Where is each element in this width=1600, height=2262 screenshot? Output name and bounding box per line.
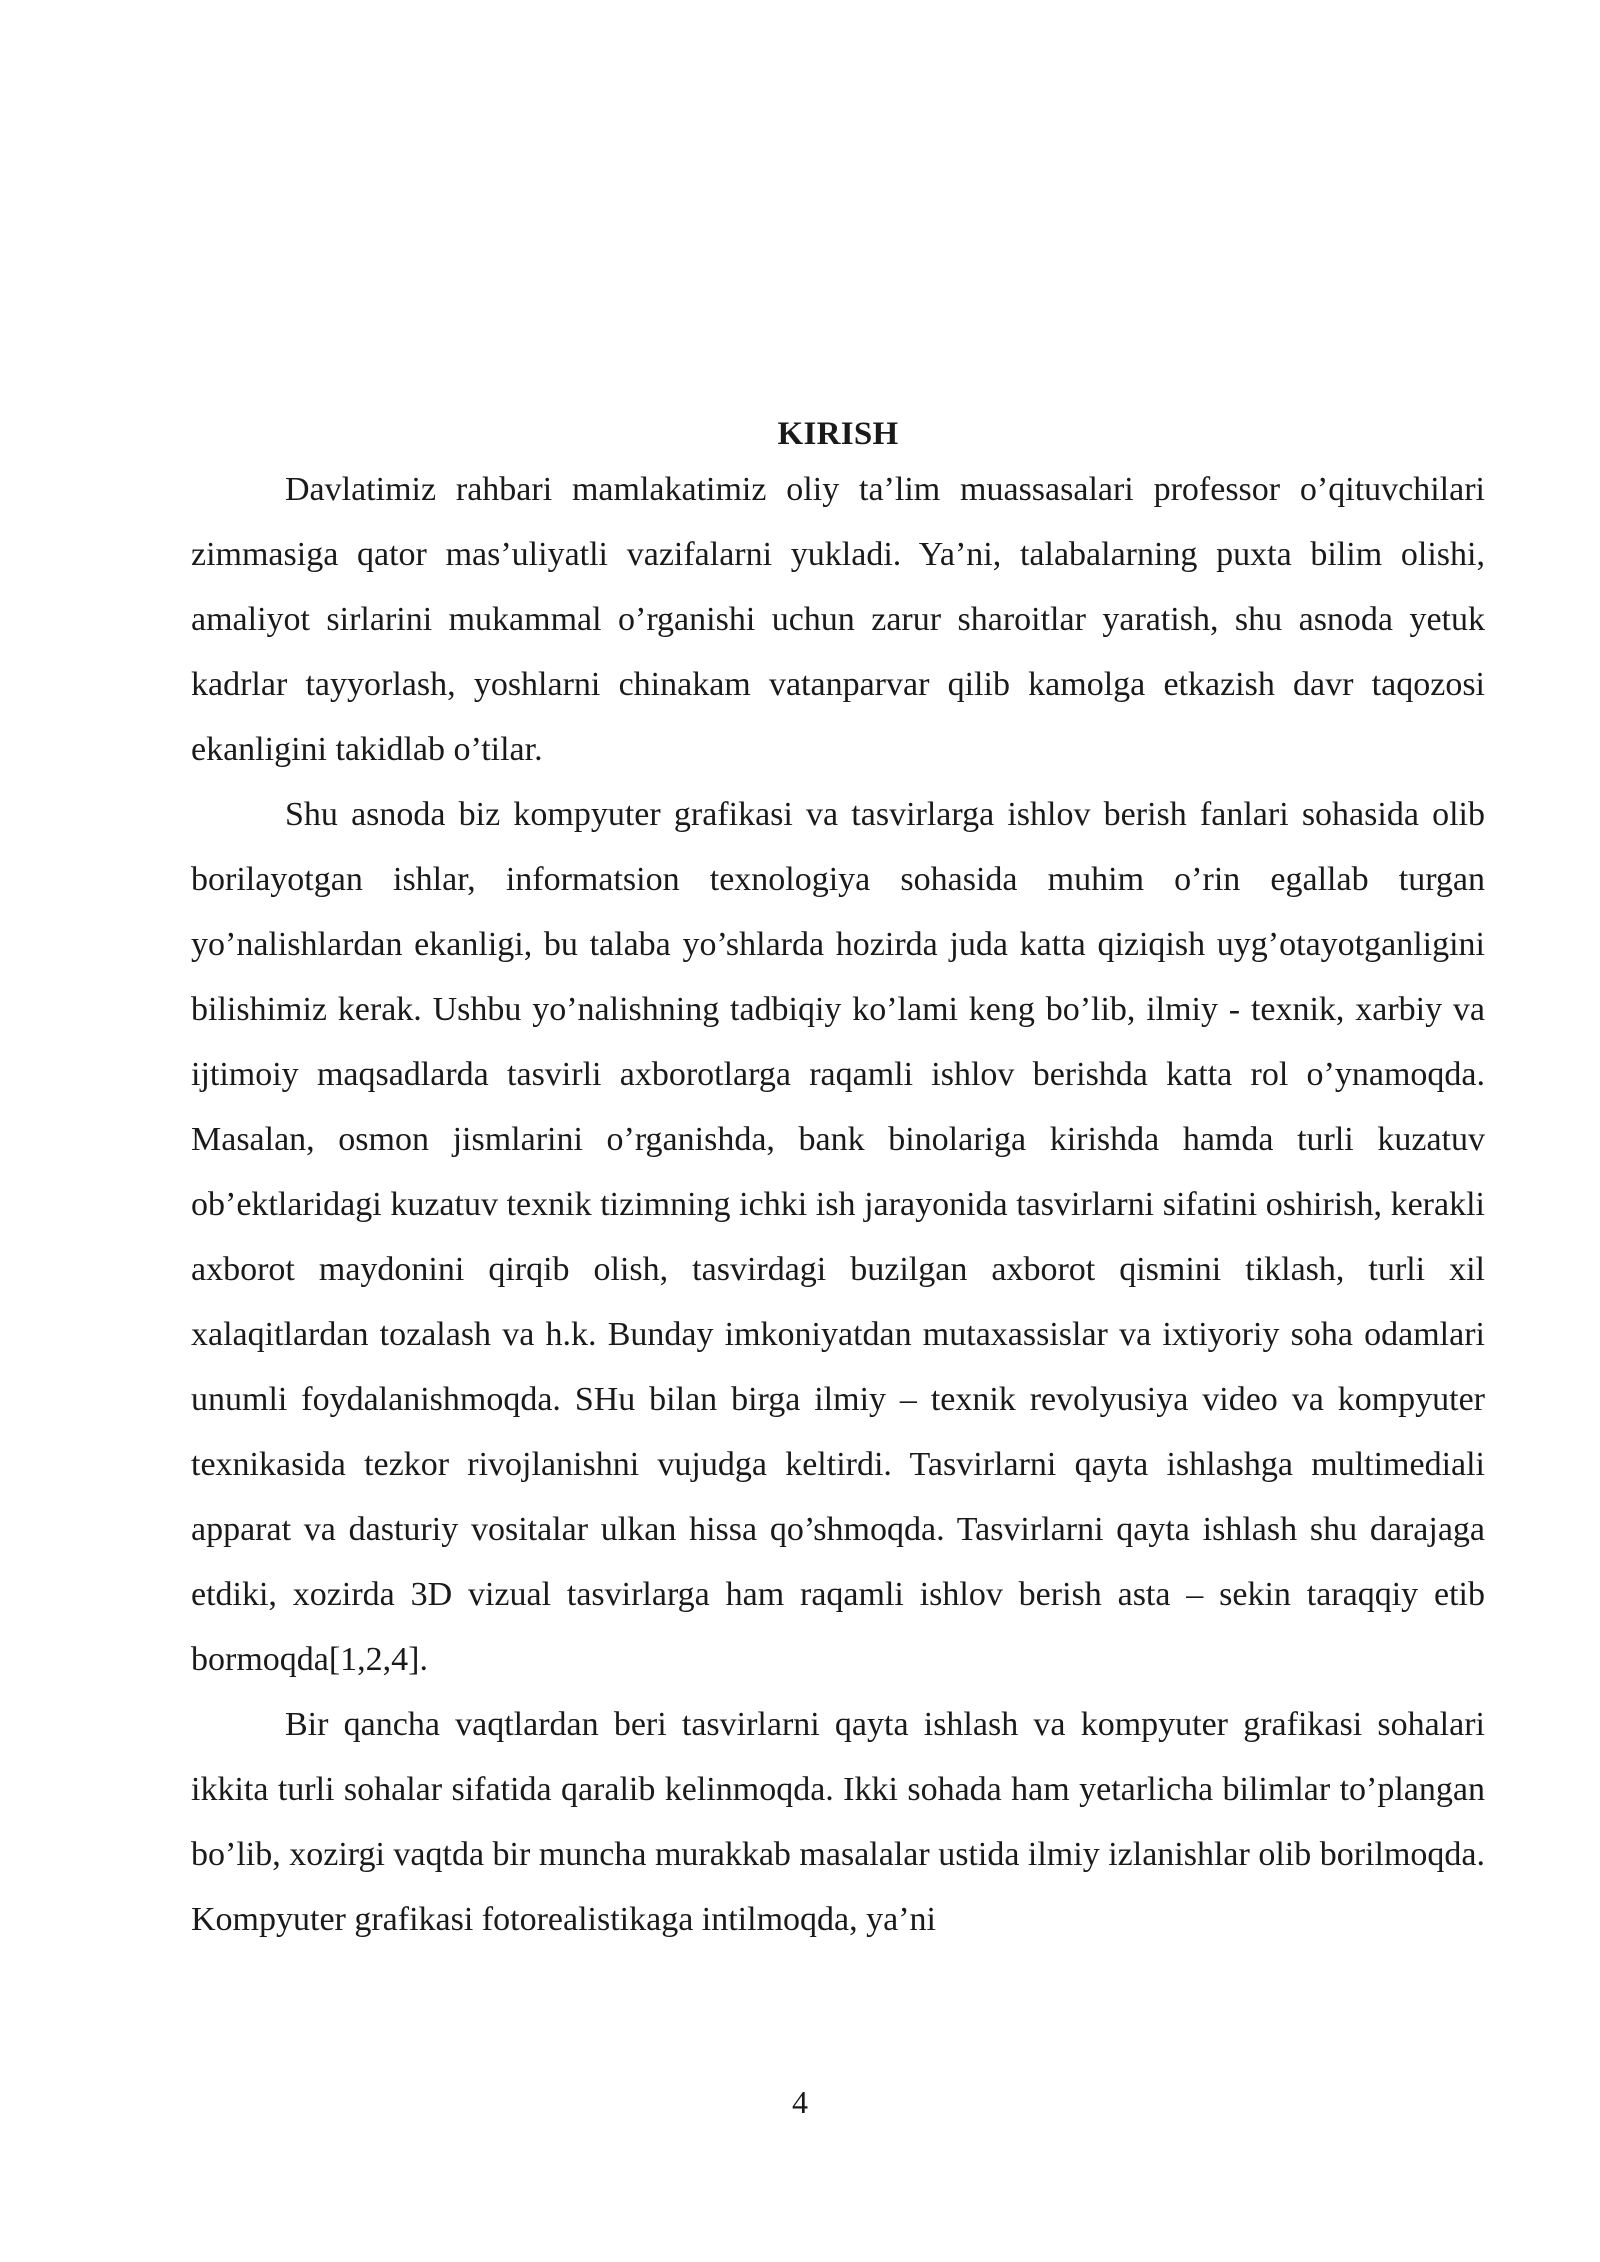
section-heading: KIRISH: [777, 416, 899, 452]
paragraph-1: Davlatimiz rahbari mamlakatimiz oliy ta’lim muassasalari professor o’qituvchilari zimmasiga qator mas’uliyatli vazifalarni yukladi. Ya’ni, talabalarning puxta bilim olishi, amaliyot sirlarini mukammal o’rganishi uchun zarur sharoitlar yaratish, shu asnoda yetuk kadrlar tayyorlash, yoshlarni chinakam vatanparvar qilib kamolga etkazish davr taqozosi ekanligini takidlab o’tilar.: [191, 471, 1485, 768]
page-body: [191, 411, 1485, 1952]
paragraph-3: Bir qancha vaqtlardan beri tasvirlarni qayta ishlash va kompyuter grafikasi sohalari ikkita turli sohalar sifatida qaralib kelinmoqda. Ikki sohada ham yetarlicha bilimlar to’plangan bo’lib, xozirgi vaqtda bir muncha murakkab masalalar ustida ilmiy izlanishlar olib borilmoqda. Kompyuter grafikasi fotorealistikaga intilmoqda, ya’ni: [191, 1706, 1485, 1938]
page-number: 4: [792, 2084, 808, 2120]
paragraph-2: Shu asnoda biz kompyuter grafikasi va tasvirlarga ishlov berish fanlari sohasida olib borilayotgan ishlar, informatsion texnologiya sohasida muhim o’rin egallab turgan yo’nalishlardan ekanligi, bu talaba yo’shlarda hozirda juda katta qiziqish uyg’otayotganligini bilishimiz kerak. Ushbu yo’nalishning tadbiqiy ko’lami keng bo’lib, ilmiy - texnik, xarbiy va ijtimoiy maqsadlarda tasvirli axborotlarga raqamli ishlov berishda katta rol o’ynamoqda. Masalan, osmon jismlarini o’rganishda, bank binolariga kirishda hamda turli kuzatuv ob’ektlaridagi kuzatuv texnik tizimning ichki ish jarayonida tasvirlarni sifatini oshirish, kerakli axborot maydonini qirqib olish, tasvirdagi buzilgan axborot qismini tiklash, turli xil xalaqitlardan tozalash va h.k. Bunday imkoniyatdan mutaxassislar va ixtiyoriy soha odamlari unumli foydalanishmoqda. SHu bilan birga ilmiy – texnik revolyusiya video va kompyuter texnikasida tezkor rivojlanishni vujudga keltirdi. Tasvirlarni qayta ishlashga multimediali apparat va dasturiy vositalar ulkan hissa qo’shmoqda. Tasvirlarni qayta ishlash shu darajaga etdiki, xozirda 3D vizual tasvirlarga ham raqamli ishlov berish asta – sekin taraqqiy etib bormoqda[1,2,4].: [191, 796, 1485, 1678]
